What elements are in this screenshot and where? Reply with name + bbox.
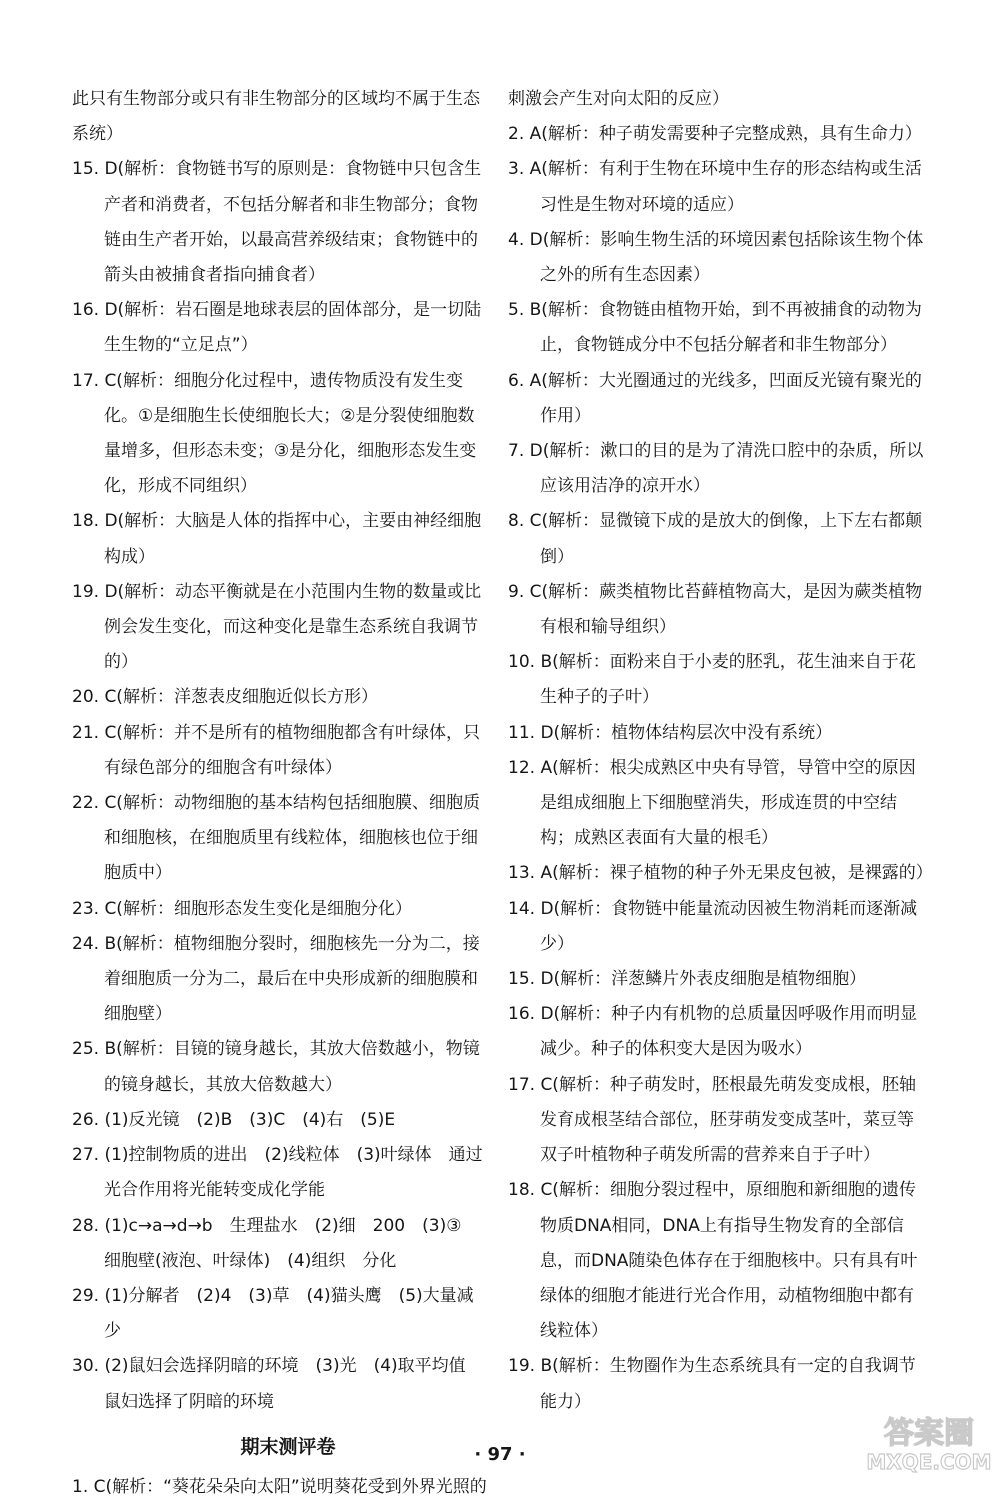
answer-item: 14. D(解析：食物链中能量流动因被生物消耗而逐渐减少） <box>508 898 918 954</box>
answer-item: 7. D(解析：漱口的目的是为了清洗口腔中的杂质，所以应该用洁净的凉开水） <box>508 441 924 497</box>
answer-item: 17. C(解析：细胞分化过程中，遗传物质没有发生变化。①是细胞生长使细胞长大；②是分裂使细胞数量增多，但形态未变；③是分化，细胞形态发生变化，形成不同组织） <box>72 370 477 497</box>
answer-item: 11. D(解析：植物体结构层次中没有系统） <box>508 722 833 743</box>
answer-item: 1. C(解析：“葵花朵朵向太阳”说明葵花受到外界光照的 <box>72 1476 487 1497</box>
answer-item: 18. C(解析：细胞分裂过程中，原细胞和新细胞的遗传物质DNA相同，DNA上有指导生物发育的全部信息，而DNA随染色体存在于细胞核中。只有具有叶绿体的细胞才能进行光合作用，动植物细胞中都有线粒体） <box>508 1180 918 1342</box>
watermark-top-text: 答案圈 <box>884 1416 974 1451</box>
answer-item: 18. D(解析：大脑是人体的指挥中心，主要由神经细胞构成） <box>72 511 482 567</box>
watermark-logo <box>864 1405 994 1475</box>
answer-item: 2. A(解析：种子萌发需要种子完整成熟，具有生命力） <box>508 124 922 145</box>
answer-item: 3. A(解析：有利于生物在环境中生存的形态结构或生活习性是生物对环境的适应） <box>508 159 922 215</box>
answer-item: 15. D(解析：食物链书写的原则是：食物链中只包含生产者和消费者，不包括分解者和非生物部分；食物链由生产者开始，以最高营养级结束；食物链中的箭头由被捕食者指向捕食者） <box>72 159 482 286</box>
page-number: · 97 · <box>474 1444 526 1465</box>
answer-item: 12. A(解析：根尖成熟区中央有导管，导管中空的原因是组成细胞上下细胞壁消失，形成连贯的中空结构；成熟区表面有大量的根毛） <box>508 757 916 849</box>
answer-item: 6. A(解析：大光圈通过的光线多，凹面反光镜有聚光的作用） <box>508 370 922 426</box>
answer-item: 30. (2)鼠妇会选择阴暗的环境 (3)光 (4)取平均值 鼠妇选择了阴暗的环境 <box>72 1356 483 1412</box>
answer-item: 8. C(解析：显微镜下成的是放大的倒像，上下左右都颠倒） <box>508 511 923 567</box>
answer-item: 22. C(解析：动物细胞的基本结构包括细胞膜、细胞质和细胞核，在细胞质里有线粒体，细胞核也位于细胞质中） <box>72 793 480 884</box>
answer-item: 10. B(解析：面粉来自于小麦的胚乳，花生油来自于花生种子的子叶） <box>508 652 916 708</box>
answer-item: 15. D(解析：洋葱鳞片外表皮细胞是植物细胞） <box>508 969 867 990</box>
answer-item: 17. C(解析：种子萌发时，胚根最先萌发变成根，胚轴发育成根茎结合部位，胚芽萌发变成茎叶，菜豆等双子叶植物种子萌发所需的营养来自于子叶） <box>508 1074 916 1166</box>
answer-item: 9. C(解析：蕨类植物比苔藓植物高大，是因为蕨类植物有根和输导组织） <box>508 581 923 638</box>
answer-item: 19. D(解析：动态平衡就是在小范围内生物的数量或比例会发生变化，而这种变化是靠生态系统自我调节的） <box>72 581 482 673</box>
section-title: 期末测评卷 <box>240 1435 336 1458</box>
left-column <box>72 82 490 1505</box>
answer-item: 13. A(解析：裸子植物的种子外无果皮包被，是裸露的） <box>508 863 933 884</box>
answer-continuation: 此只有生物部分或只有非生物部分的区域均不属于生态系统） <box>72 89 480 145</box>
answer-item: 19. B(解析：生物圈作为生态系统具有一定的自我调节能力） <box>508 1356 916 1412</box>
answer-item: 20. C(解析：洋葱表皮细胞近似长方形） <box>72 687 378 708</box>
answer-item: 5. B(解析：食物链由植物开始，到不再被捕食的动物为止，食物链成分中不包括分解者和非生物部分） <box>508 300 922 356</box>
answer-item: 23. C(解析：细胞形态发生变化是细胞分化） <box>72 898 412 919</box>
right-column <box>508 82 933 1420</box>
watermark-bottom-text: MXQE.COM <box>866 1450 992 1474</box>
answer-item: 16. D(解析：种子内有机物的总质量因呼吸作用而明显减少。种子的体积变大是因为吸水） <box>508 1004 918 1060</box>
answer-item: 24. B(解析：植物细胞分裂时，细胞核先一分为二，接着细胞质一分为二，最后在中央形成新的细胞膜和细胞壁） <box>72 933 480 1025</box>
answer-item: 26. (1)反光镜 (2)B (3)C (4)右 (5)E <box>72 1109 396 1130</box>
answer-item: 27. (1)控制物质的进出 (2)线粒体 (3)叶绿体 通过光合作用将光能转变成化学能 <box>72 1145 483 1201</box>
answer-item: 29. (1)分解者 (2)4 (3)草 (4)猫头鹰 (5)大量减少 <box>72 1285 474 1342</box>
answer-item: 25. B(解析：目镜的镜身越长，其放大倍数越小，物镜的镜身越长，其放大倍数越大） <box>72 1039 480 1095</box>
answer-item: 16. D(解析：岩石圈是地球表层的固体部分，是一切陆生生物的“立足点”） <box>72 300 482 356</box>
answer-item: 21. C(解析：并不是所有的植物细胞都含有叶绿体，只有绿色部分的细胞含有叶绿体） <box>72 722 480 778</box>
answer-item: 4. D(解析：影响生物生活的环境因素包括除该生物个体之外的所有生态因素） <box>508 229 924 286</box>
answer-continuation: 刺激会产生对向太阳的反应） <box>508 89 729 109</box>
answer-item: 28. (1)c→a→d→b 生理盐水 (2)细 200 (3)③ 细胞壁(液泡、叶绿体) (4)组织 分化 <box>72 1215 479 1271</box>
